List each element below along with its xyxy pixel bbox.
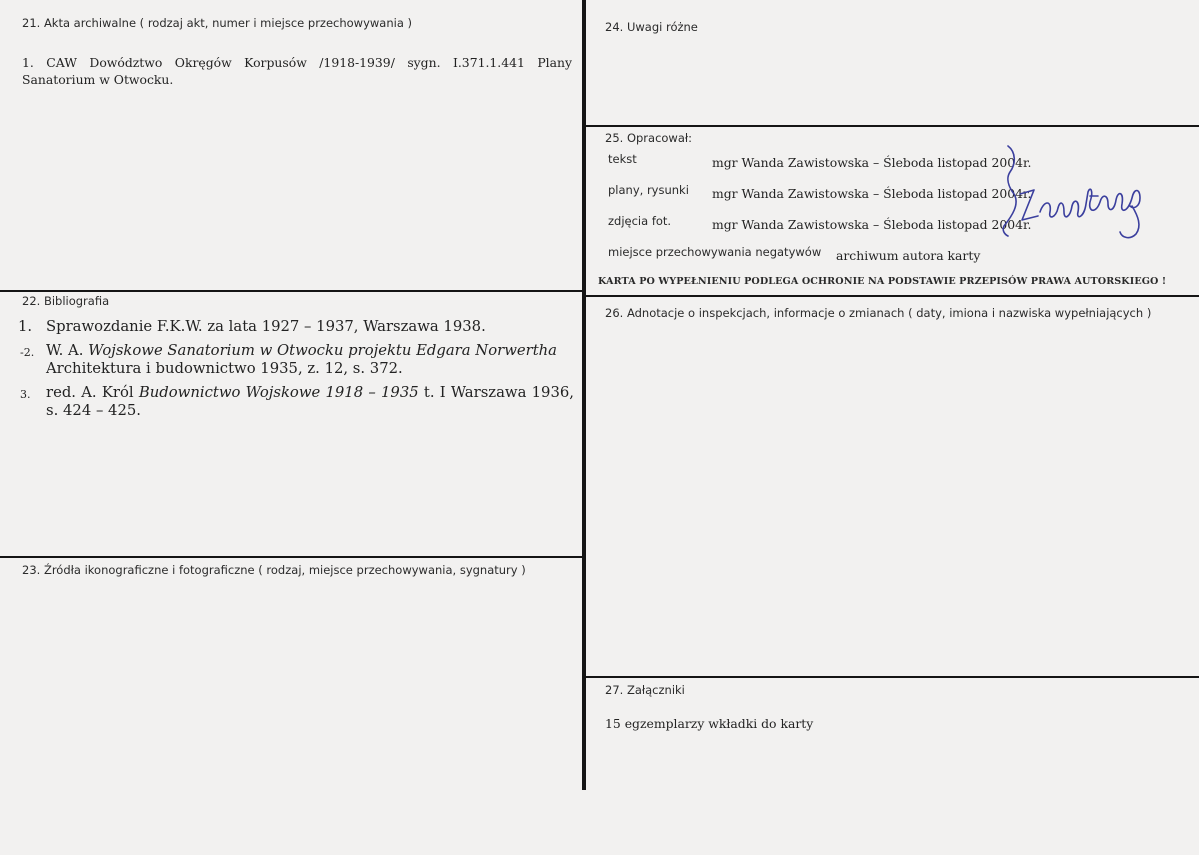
vertical-divider <box>582 0 586 790</box>
attachments-text: 15 egzemplarzy wkładki do karty <box>605 716 814 731</box>
section-23-title: 23. Źródła ikonograficzne i fotograficzne ( rodzaj, miejsce przechowywania, sygnatury ) <box>22 563 526 577</box>
section-22-title: 22. Bibliografia <box>22 294 110 308</box>
divider-21-22 <box>0 290 583 292</box>
prepared-label-plans: plany, rysunki <box>608 183 689 197</box>
copyright-warning: KARTA PO WYPEŁNIENIU PODLEGA OCHRONIE NA PODSTAWIE PRZEPISÓW PRAWA AUTORSKIEGO ! <box>598 276 1167 287</box>
prepared-value-plans: mgr Wanda Zawistowska – Śleboda listopad 2004r. <box>712 186 1032 201</box>
prepared-value-photos: mgr Wanda Zawistowska – Śleboda listopad 2004r. <box>712 217 1032 232</box>
prepared-label-negatives: miejsce przechowywania negatywów <box>608 245 822 259</box>
bibliography-item-title: Wojskowe Sanatorium w Otwocku projektu Edgara Norwertha <box>88 342 557 359</box>
divider-25-26 <box>586 295 1199 297</box>
bibliography-item-number: 1. <box>18 318 33 335</box>
section-24-title: 24. Uwagi różne <box>605 20 698 34</box>
bibliography-item-number: 3. <box>20 388 31 401</box>
bibliography-item <box>18 342 574 378</box>
divider-22-23 <box>0 556 583 558</box>
prepared-label-text: tekst <box>608 152 637 166</box>
bibliography-list <box>18 318 574 426</box>
prepared-value-negatives: archiwum autora karty <box>836 248 981 263</box>
section-25-title: 25. Opracował: <box>605 131 693 145</box>
section-27-title: 27. Załączniki <box>605 683 685 697</box>
divider-26-27 <box>586 676 1199 678</box>
bibliography-item-rest: t. I Warszawa 1936, s. 424 – 425. <box>46 384 574 419</box>
bibliography-item-text: Sprawozdanie F.K.W. za lata 1927 – 1937, Warszawa 1938. <box>46 318 486 335</box>
bibliography-item-number: -2. <box>20 346 35 359</box>
bibliography-item-prefix: red. A. Król <box>46 384 139 401</box>
divider-24-25 <box>586 125 1199 127</box>
section-26-title: 26. Adnotacje o inspekcjach, informacje o zmianach ( daty, imiona i nazwiska wypełniających ) <box>605 306 1152 320</box>
bibliography-item <box>18 384 574 420</box>
section-21-title: 21. Akta archiwalne ( rodzaj akt, numer i miejsce przechowywania ) <box>22 16 413 30</box>
bibliography-item-prefix: W. A. <box>46 342 89 359</box>
prepared-label-photos: zdjęcia fot. <box>608 214 672 228</box>
bibliography-item <box>18 318 574 336</box>
section-21-text: 1. CAW Dowództwo Okręgów Korpusów /1918-1939/ sygn. I.371.1.441 Plany Sanatorium w Otwocku. <box>22 55 572 87</box>
bibliography-item-title: Budownictwo Wojskowe 1918 – 1935 <box>138 384 419 401</box>
prepared-value-text: mgr Wanda Zawistowska – Śleboda listopad 2004r. <box>712 155 1032 170</box>
signature <box>990 142 1160 247</box>
bibliography-item-rest: Architektura i budownictwo 1935, z. 12, s. 372. <box>46 360 403 377</box>
